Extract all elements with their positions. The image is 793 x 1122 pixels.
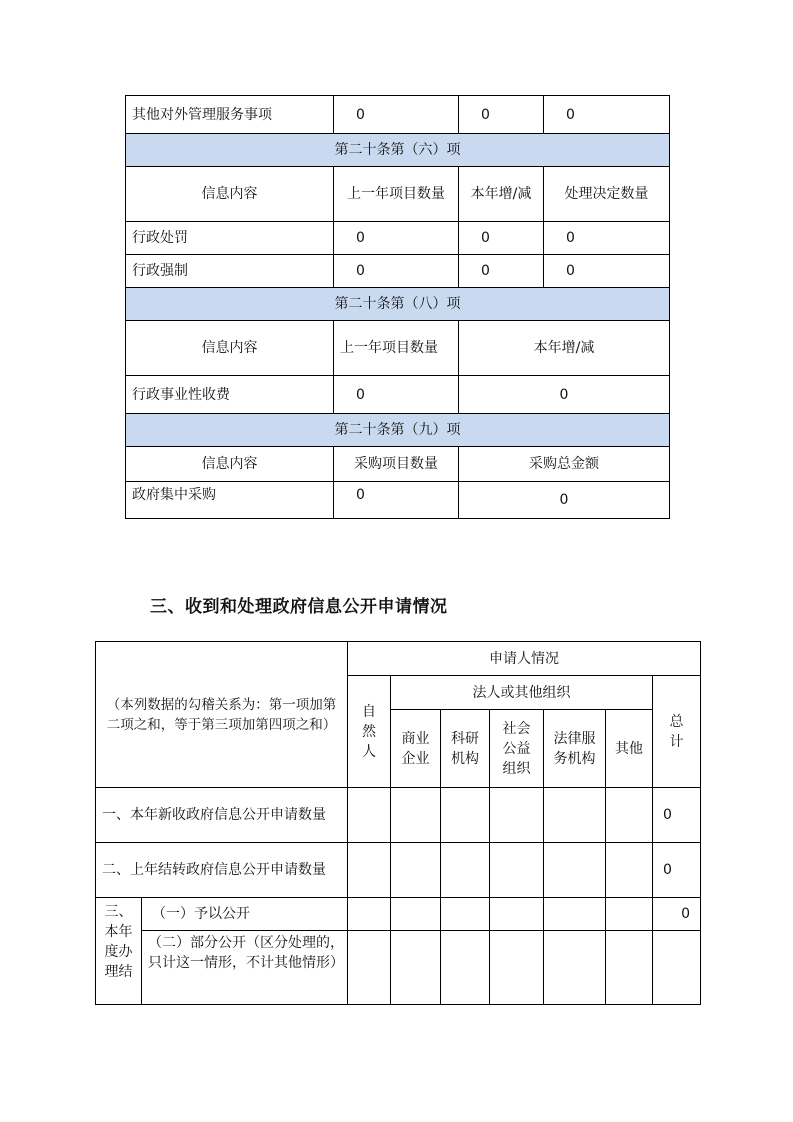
- row-label: 其他对外管理服务事项: [126, 96, 334, 134]
- cell-value: 0: [544, 222, 670, 255]
- cell-value: 0: [459, 482, 670, 519]
- cell-value: 0: [334, 222, 459, 255]
- table-row: [126, 222, 670, 255]
- total-value: 0: [653, 843, 701, 898]
- column-header: 信息内容: [126, 167, 334, 222]
- column-header: 上一年项目数量: [334, 321, 459, 376]
- cell-value: 0: [334, 482, 459, 519]
- total-value: [653, 931, 701, 1005]
- cell-value: 0: [459, 376, 670, 414]
- section-title: 第二十条第（八）项: [126, 288, 670, 321]
- commercial-header: 商业企业: [391, 710, 441, 788]
- table-row: [126, 96, 670, 134]
- row-label: 政府集中采购: [126, 482, 334, 519]
- section-heading: 三、收到和处理政府信息公开申请情况: [150, 597, 448, 617]
- column-header: 采购项目数量: [334, 447, 459, 482]
- social-header: 社会公益组织: [490, 710, 544, 788]
- row-label: 二、上年结转政府信息公开申请数量: [96, 843, 348, 898]
- research-header: 科研机构: [441, 710, 490, 788]
- application-stats-table: [95, 641, 701, 1005]
- table-header-row: [126, 167, 670, 222]
- table-row: [96, 788, 701, 843]
- total-value: 0: [653, 898, 701, 931]
- other-header: 其他: [606, 710, 653, 788]
- relation-note: （本列数据的勾稽关系为：第一项加第二项之和，等于第三项加第四项之和）: [96, 642, 348, 788]
- column-header: 信息内容: [126, 321, 334, 376]
- table-header-row: [126, 447, 670, 482]
- table-row: [96, 898, 701, 931]
- natural-person-header: 自然人: [348, 676, 391, 788]
- legal-entity-header: 法人或其他组织: [391, 676, 653, 710]
- section-title: 第二十条第（九）项: [126, 414, 670, 447]
- table-header-row: [96, 642, 701, 676]
- column-header: 本年增/减: [459, 167, 544, 222]
- column-header: 采购总金额: [459, 447, 670, 482]
- row-label: （一）予以公开: [142, 898, 348, 931]
- cell-value: 0: [544, 96, 670, 134]
- applicant-header: 申请人情况: [348, 642, 701, 676]
- cell-value: 0: [334, 96, 459, 134]
- table-row: [126, 376, 670, 414]
- table-row: [126, 255, 670, 288]
- total-value: 0: [653, 788, 701, 843]
- row-label: 行政强制: [126, 255, 334, 288]
- cell-value: 0: [459, 222, 544, 255]
- table-row: [126, 482, 670, 519]
- section-title: 第二十条第（六）项: [126, 134, 670, 167]
- table-row: [96, 843, 701, 898]
- column-header: 本年增/减: [459, 321, 670, 376]
- disclosure-items-table: [125, 95, 670, 519]
- cell-value: 0: [459, 96, 544, 134]
- column-header: 信息内容: [126, 447, 334, 482]
- total-header: 总计: [653, 676, 701, 788]
- row-group-label: 三、本年度办理结: [96, 898, 142, 1005]
- row-label: 行政处罚: [126, 222, 334, 255]
- section-band: [126, 414, 670, 447]
- cell-value: 0: [544, 255, 670, 288]
- row-label: 一、本年新收政府信息公开申请数量: [96, 788, 348, 843]
- section-band: [126, 134, 670, 167]
- cell-value: 0: [459, 255, 544, 288]
- legal-service-header: 法律服务机构: [544, 710, 606, 788]
- row-label: 行政事业性收费: [126, 376, 334, 414]
- column-header: 上一年项目数量: [334, 167, 459, 222]
- table-row: [96, 931, 701, 1005]
- cell-value: 0: [334, 376, 459, 414]
- column-header: 处理决定数量: [544, 167, 670, 222]
- row-label: （二）部分公开（区分处理的，只计这一情形，不计其他情形）: [142, 931, 348, 1005]
- cell-value: 0: [334, 255, 459, 288]
- table-header-row: [126, 321, 670, 376]
- section-band: [126, 288, 670, 321]
